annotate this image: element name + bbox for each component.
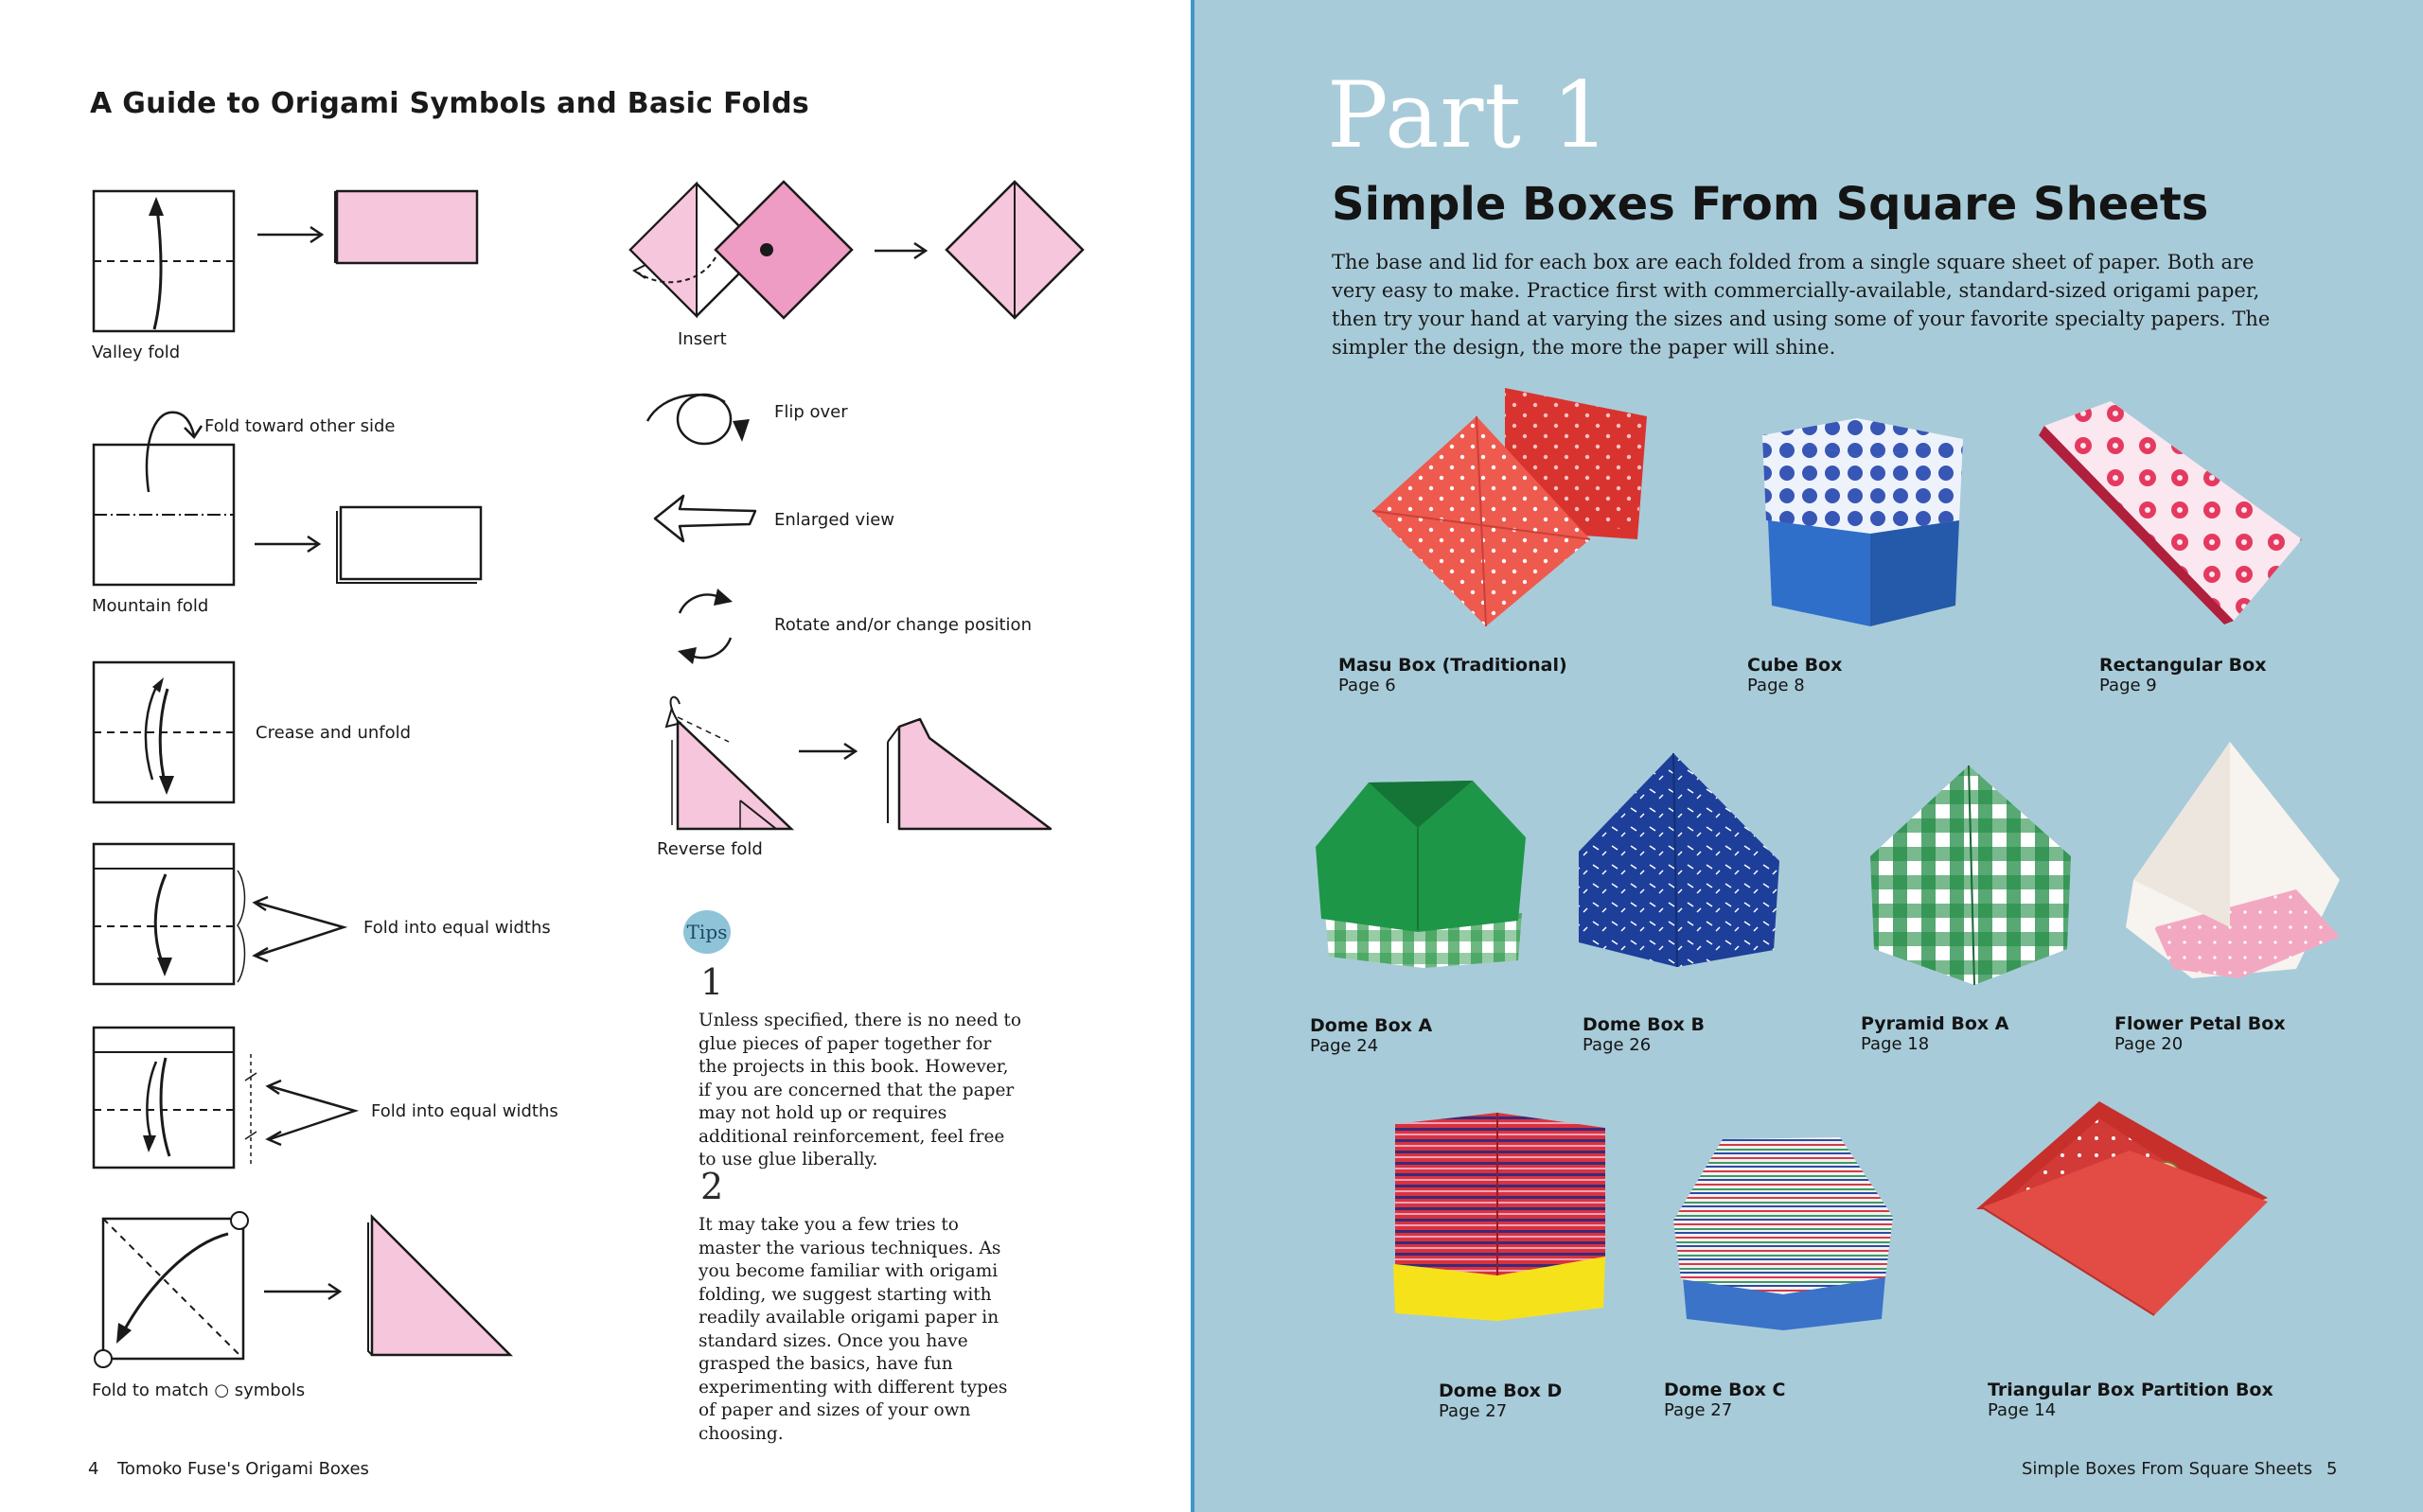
valley-fold-label: Valley fold [92, 343, 181, 362]
reverse-arrow-icon [795, 732, 871, 770]
dome-box-c-image [1670, 1126, 1897, 1334]
box-page: Page 8 [1747, 676, 1805, 695]
reverse-fold-label: Reverse fold [657, 839, 763, 859]
match-arrow-icon [260, 1273, 345, 1310]
match-result-diagram [364, 1211, 516, 1363]
box-page: Page 27 [1439, 1401, 1508, 1421]
reverse-fold-diagram [653, 683, 805, 835]
mountain-fold-label: Mountain fold [92, 596, 209, 616]
flip-over-label: Flip over [774, 402, 848, 422]
tip-2-number: 2 [700, 1166, 724, 1207]
box-name: Triangular Box Partition Box [1988, 1380, 2273, 1400]
box-name: Dome Box B [1583, 1014, 1706, 1035]
tip-1-text: Unless specified, there is no need to glue pieces of paper together for the projects in this book. However, if you are concerned that the paper may not hold up or requires additional reinforcement, feel free to use glue liberally. [699, 1011, 1021, 1169]
equal-widths-diagram-2 [90, 1024, 364, 1175]
dome-box-d-image [1386, 1105, 1613, 1323]
fold-toward-other-side-label: Fold toward other side [204, 416, 396, 436]
tip-1-number: 1 [700, 961, 724, 1003]
part-title: Simple Boxes From Square Sheets [1332, 178, 2209, 231]
insert-arrow-icon [625, 237, 738, 312]
box-name: Masu Box (Traditional) [1338, 655, 1567, 676]
enlarged-view-label: Enlarged view [774, 510, 894, 530]
equal-widths-diagram-1 [90, 840, 364, 992]
rectangular-box-image [2035, 397, 2309, 634]
right-running-title: Simple Boxes From Square Sheets [2022, 1459, 2313, 1479]
box-pyramid-a [1861, 762, 2082, 1054]
insert-next-arrow-icon [871, 232, 946, 270]
insert-label: Insert [678, 329, 727, 349]
box-page: Page 26 [1583, 1035, 1652, 1055]
box-dome-d [1386, 1105, 1613, 1421]
flower-petal-box-image [2116, 738, 2343, 984]
part-number: Part 1 [1327, 62, 1611, 168]
valley-fold-diagram [90, 187, 317, 339]
box-page: Page 24 [1310, 1036, 1379, 1056]
box-rectangular [2035, 397, 2309, 695]
mountain-arrow-icon [251, 525, 336, 563]
pyramid-box-a-image [1865, 762, 2082, 989]
box-page: Page 14 [1988, 1400, 2057, 1420]
box-name: Flower Petal Box [2114, 1013, 2286, 1034]
left-running-title: Tomoko Fuse's Origami Boxes [117, 1459, 369, 1479]
crease-unfold-label: Crease and unfold [256, 723, 412, 743]
box-name: Dome Box D [1439, 1380, 1563, 1401]
box-flower-petal [2114, 738, 2343, 1054]
masu-box-image [1363, 378, 1666, 634]
box-page: Page 20 [2114, 1034, 2184, 1054]
box-masu [1338, 378, 1666, 695]
mountain-result-diagram [333, 501, 494, 589]
box-name: Pyramid Box A [1861, 1013, 2009, 1034]
crease-unfold-diagram [90, 659, 241, 810]
insert-result-diagram [941, 178, 1088, 325]
rotate-label: Rotate and/or change position [774, 615, 1032, 635]
intro-paragraph: The base and lid for each box are each folded from a single square sheet of paper. Both are very easy to make. Practice first with commercially-available, standard-sized origami paper, then try your hand at varying the sizes and using some of your favorite specialty papers. The simpler the design, the more the paper will shine. [1332, 251, 2271, 359]
box-dome-c [1664, 1126, 1897, 1420]
tips-badge: Tips [683, 910, 731, 954]
box-page: Page 9 [2099, 676, 2157, 695]
box-dome-a [1310, 771, 1530, 1056]
fold-to-match-label: Fold to match ○ symbols [92, 1380, 306, 1400]
left-page [0, 0, 1194, 1512]
box-page: Page 18 [1861, 1034, 1930, 1054]
dome-box-b-image [1571, 747, 1789, 975]
box-name: Dome Box C [1664, 1380, 1786, 1400]
dome-box-a-image [1312, 771, 1530, 970]
equal-widths-label-1: Fold into equal widths [363, 918, 551, 938]
reverse-result-diagram [878, 712, 1058, 835]
box-dome-b [1571, 747, 1789, 1055]
valley-result-diagram [331, 187, 492, 273]
fold-to-match-diagram [90, 1209, 260, 1370]
box-name: Dome Box A [1310, 1015, 1433, 1036]
rotate-icon [663, 585, 748, 670]
valley-arrow-icon [254, 216, 339, 254]
flip-over-icon [644, 383, 767, 449]
enlarged-view-icon [651, 490, 765, 547]
box-page: Page 6 [1338, 676, 1396, 695]
triangular-box-image [1969, 1096, 2272, 1323]
cube-box-image [1753, 416, 1971, 634]
box-cube [1747, 416, 1971, 695]
left-page-number: 4 [88, 1459, 99, 1479]
guide-title: A Guide to Origami Symbols and Basic Folds [90, 87, 810, 120]
box-name: Cube Box [1747, 655, 1843, 676]
tip-2-text: It may take you a few tries to master the various techniques. As you become familiar with origami folding, we suggest starting with readily available origami paper in standard sizes. Once you have grasped the basics, have fun experimenting with different types of paper and sizes of your own choosing. [699, 1215, 1008, 1444]
box-name: Rectangular Box [2099, 655, 2267, 676]
box-triangular-partition [1969, 1096, 2273, 1420]
equal-widths-label-2: Fold into equal widths [371, 1101, 558, 1121]
right-page [1194, 0, 2423, 1512]
box-page: Page 27 [1664, 1400, 1733, 1420]
right-page-number: 5 [2326, 1459, 2338, 1479]
